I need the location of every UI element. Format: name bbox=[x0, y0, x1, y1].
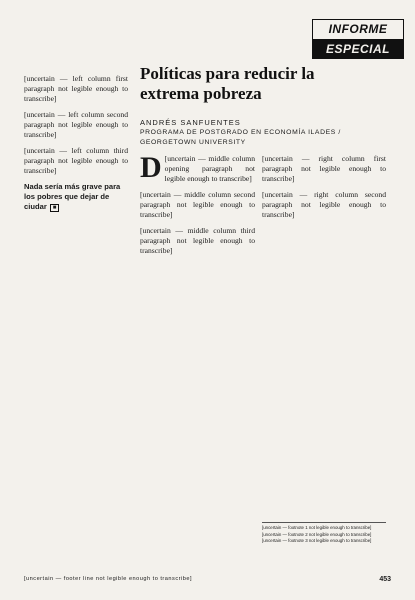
article-title: Políticas para reducir la extrema pobreza bbox=[140, 64, 315, 103]
page-footer bbox=[24, 576, 391, 586]
page-number: 453 bbox=[379, 576, 391, 583]
left-paragraph-1: [uncertain — left column first paragraph not legible enough to transcribe] bbox=[24, 74, 128, 103]
author-affiliation: PROGRAMA DE POSTGRADO EN ECONOMÍA ILADES / GEORGETOWN UNIVERSITY bbox=[140, 129, 341, 146]
tag-line-informe: INFORME bbox=[312, 19, 404, 39]
tag-line-especial: ESPECIAL bbox=[312, 39, 404, 59]
left-paragraph-3: [uncertain — left column third paragraph not legible enough to transcribe] bbox=[24, 146, 128, 175]
middle-paragraph-2: [uncertain — middle column second paragraph not legible enough to transcribe] bbox=[140, 190, 255, 219]
middle-paragraph-1 bbox=[140, 154, 255, 184]
footnote-2: [uncertain — footnote 2 not legible enough to transcribe] bbox=[262, 531, 372, 537]
footnotes bbox=[262, 522, 386, 573]
closing-text: Nada sería más grave para los pobres que dejar de ciudar bbox=[24, 182, 121, 211]
end-of-article-mark: ■ bbox=[50, 204, 60, 212]
drop-cap: D bbox=[140, 154, 162, 184]
footnote-3: [uncertain — footnote 3 not legible enough to transcribe] bbox=[262, 538, 372, 544]
left-paragraph-2: [uncertain — left column second paragraph not legible enough to transcribe] bbox=[24, 110, 128, 139]
right-paragraph-1: [uncertain — right column first paragraph not legible enough to transcribe] bbox=[262, 154, 386, 183]
left-column bbox=[24, 74, 128, 549]
middle-paragraph-1-text: [uncertain — middle column opening paragraph not legible enough to transcribe] bbox=[164, 154, 255, 183]
footnote-1: [uncertain — footnote 1 not legible enough to transcribe] bbox=[262, 525, 372, 530]
right-column bbox=[262, 154, 386, 549]
left-closing-sentence bbox=[24, 182, 128, 213]
special-report-tag bbox=[312, 19, 404, 59]
middle-column bbox=[140, 154, 255, 549]
byline bbox=[140, 118, 385, 148]
middle-paragraph-3: [uncertain — middle column third paragraph not legible enough to transcribe] bbox=[140, 226, 255, 255]
author-name: ANDRÉS SANFUENTES bbox=[140, 118, 241, 127]
footer-publication-line: [uncertain — footer line not legible enough to transcribe] bbox=[24, 576, 192, 582]
right-paragraph-2: [uncertain — right column second paragraph not legible enough to transcribe] bbox=[262, 190, 386, 219]
